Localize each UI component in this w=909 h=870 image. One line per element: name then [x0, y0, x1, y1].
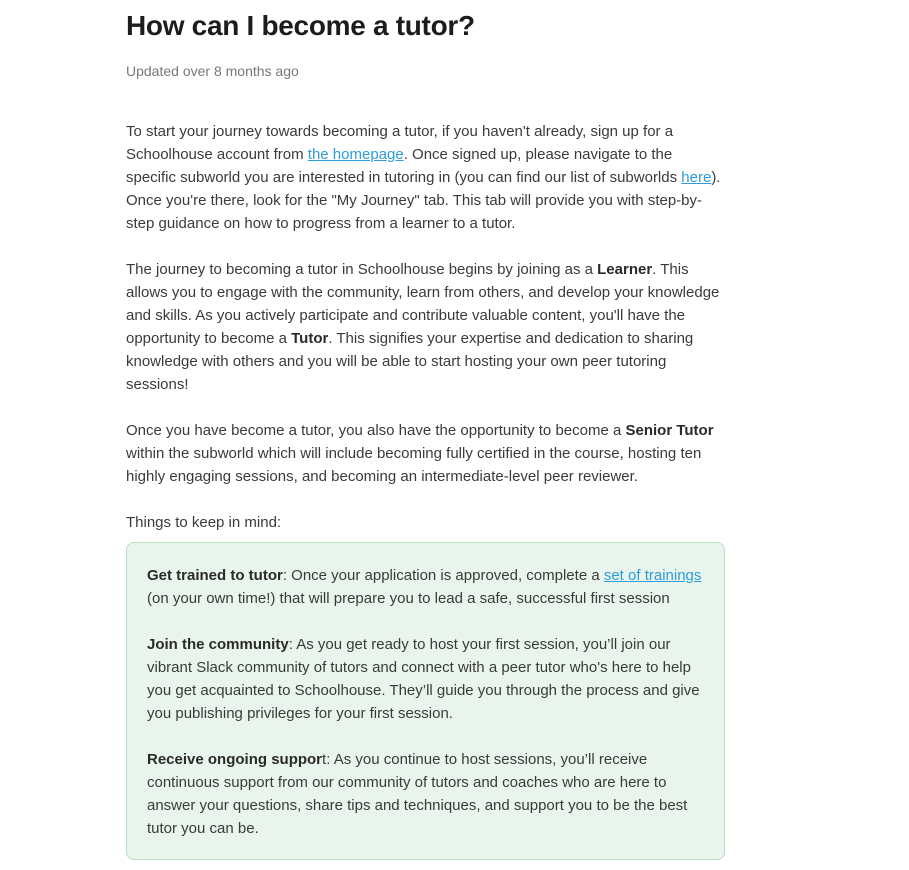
homepage-link[interactable]: the homepage	[307, 146, 404, 163]
subworlds-list-link[interactable]: here	[681, 169, 712, 186]
callout-box	[126, 542, 725, 860]
bold-text: Get trained to tutor	[147, 567, 283, 584]
bold-text: Tutor	[291, 330, 329, 347]
paragraph-senior-tutor	[126, 419, 725, 488]
callout-item-join-community	[147, 633, 704, 725]
text-run: ). Once you're there, look for the "My Journey" tab. This tab will provide you with step-by-step guidance on how to progress from a learner to a tutor.	[126, 169, 721, 232]
page-title: How can I become a tutor?	[126, 10, 475, 41]
bold-text: Senior Tutor	[625, 422, 714, 439]
callout-item-get-trained	[147, 564, 704, 610]
text-run: Things to keep in mind:	[126, 514, 282, 531]
trainings-link[interactable]: set of trainings	[603, 567, 702, 584]
paragraph-intro	[126, 120, 725, 235]
paragraph-things-to-keep-in-mind	[126, 511, 725, 534]
text-run: The journey to becoming a tutor in Schoolhouse begins by joining as a	[126, 261, 598, 278]
updated-timestamp: Updated over 8 months ago	[126, 63, 299, 79]
text-run: t: As you continue to host sessions, you’ll receive continuous support from our community of tutors and coaches who are here to answer your questions, share tips and techniques, and support you to be the best tutor you can be.	[147, 751, 688, 837]
text-run: . This allows you to engage with the community, learn from others, and develop your knowledge and skills. As you actively participate and contribute valuable content, you'll have the opportunity to become a	[126, 261, 720, 347]
text-run: . This signifies your expertise and dedication to sharing knowledge with others and you will be able to start hosting your own peer tutoring sessions!	[126, 330, 694, 393]
bold-text: Join the community	[147, 636, 289, 653]
text-run: within the subworld which will include becoming fully certified in the course, hosting ten highly engaging sessions, and becoming an intermediate-level peer reviewer.	[126, 445, 702, 485]
bold-text: Receive ongoing suppor	[147, 751, 323, 768]
text-run: Once you have become a tutor, you also have the opportunity to become a	[126, 422, 626, 439]
paragraph-journey	[126, 258, 725, 396]
text-run: : Once your application is approved, complete a	[282, 567, 604, 584]
article-body	[126, 120, 725, 860]
text-run: . Once signed up, please navigate to the specific subworld you are interested in tutoring in (you can find our list of subworlds	[126, 146, 682, 186]
callout-item-ongoing-support	[147, 748, 704, 840]
text-run: (on your own time!) that will prepare you to lead a safe, successful first session	[147, 590, 670, 607]
article-content	[126, 8, 725, 860]
text-run: To start your journey towards becoming a tutor, if you haven't already, sign up for a Schoolhouse account from	[126, 123, 674, 163]
bold-text: Learner	[597, 261, 653, 278]
text-run: : As you get ready to host your first session, you’ll join our vibrant Slack community of tutors and connect with a peer tutor who's here to help you get acquainted to Schoolhouse. They’ll guide you through the process and give you publishing privileges for your first session.	[147, 636, 700, 722]
